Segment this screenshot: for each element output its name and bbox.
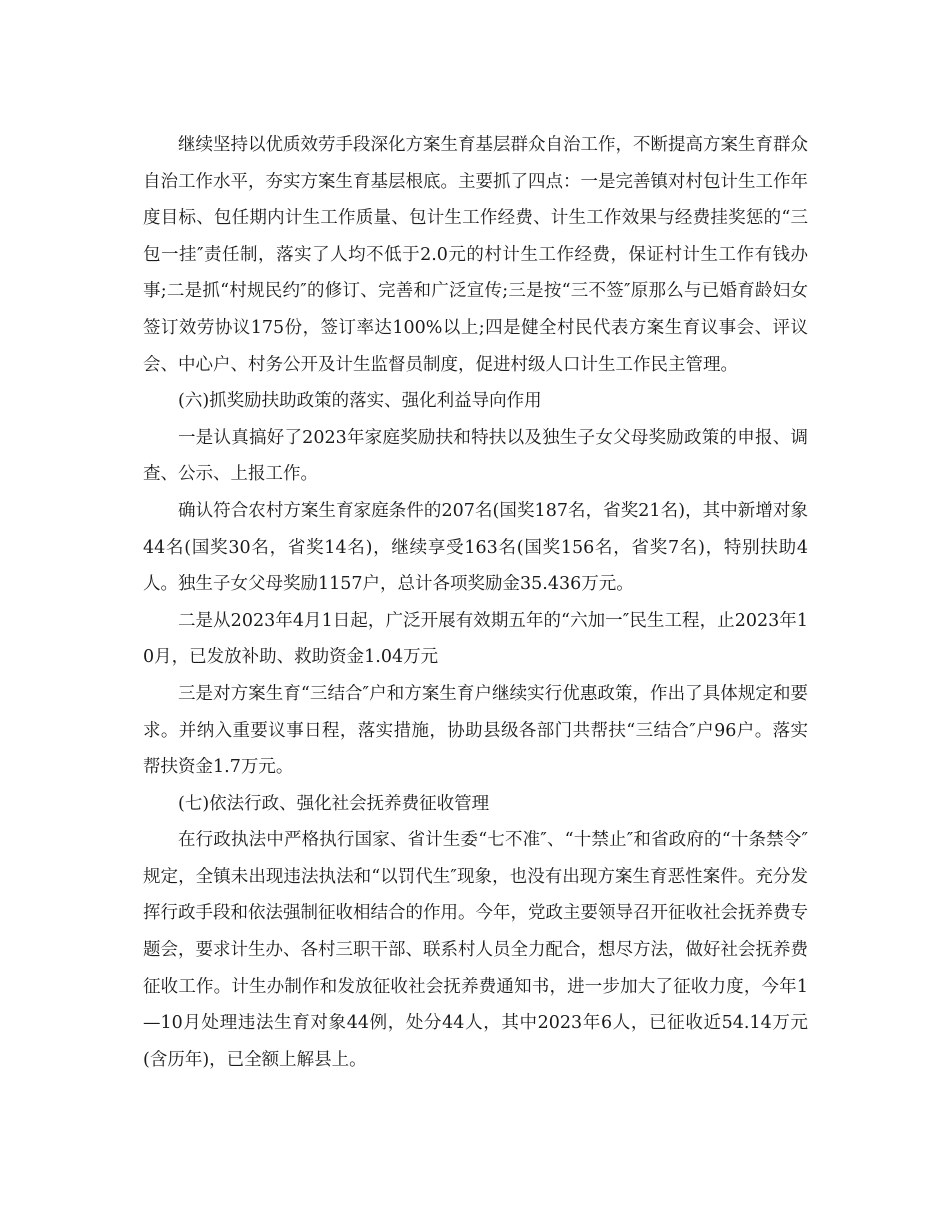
paragraph-reward-policy: 一是认真搞好了2023年家庭奖励扶和特扶以及独生子女父母奖励政策的申报、调查、公示、上报工作。 <box>143 427 808 485</box>
paragraph-grassroots-autonomy: 继续坚持以优质效劳手段深化方案生育基层群众自治工作，不断提高方案生育群众自治工作水平，夯实方案生育基层根底。主要抓了四点：一是完善镇对村包计生工作年度目标、包任期内计生工作质量、包计生工作经费、计生工作效果与经费挂奖惩的“三包一挂″责任制，落实了人均不低于2.0元的村计生工作经费，保证村计生工作有钱办事;二是抓“村规民约″的修订、完善和广泛宣传;三是按“三不签″原那么与已婚育龄妇女签订效劳协议175份，签订率达100%以上;四是健全村民代表方案生育议事会、评议会、中心户、村务公开及计生监督员制度，促进村级人口计生工作民主管理。 <box>143 135 808 375</box>
paragraph-administrative-enforcement: 在行政执法中严格执行国家、省计生委“七不准″、“十禁止″和省政府的“十条禁令″规定，全镇未出现违法执法和“以罚代生″现象，也没有出现方案生育恶性案件。充分发挥行政手段和依法强制征收相结合的作用。今年，党政主要领导召开征收社会抚养费专题会，要求计生办、各村三职干部、联系村人员全力配合，想尽方法，做好社会抚养费征收工作。计生办制作和发放征收社会抚养费通知书，进一步加大了征收力度，今年1—10月处理违法生育对象44例，处分44人，其中2023年6人，已征收近54.14万元(含历年)，已全额上解县上。 <box>143 830 808 1070</box>
section-heading-7: (七)依法行政、强化社会抚养费征收管理 <box>178 793 490 814</box>
paragraph-reward-statistics: 确认符合农村方案生育家庭条件的207名(国奖187名，省奖21名)，其中新增对象44名(国奖30名，省奖14名)，继续享受163名(国奖156名，省奖7名)，特别扶助4人。独生子女父母奖励1157户，总计各项奖励金35.436万元。 <box>143 500 808 595</box>
paragraph-preferential-policy: 三是对方案生育“三结合″户和方案生育户继续实行优惠政策，作出了具体规定和要求。并纳入重要议事日程，落实措施，协助县级各部门共帮扶“三结合″户96户。落实帮扶资金1.7万元。 <box>143 683 808 778</box>
document-body <box>143 127 808 1078</box>
paragraph-livelihood-project: 二是从2023年4月1日起，广泛开展有效期五年的“六加一″民生工程，止2023年10月，已发放补助、救助资金1.04万元 <box>143 610 808 668</box>
section-heading-6: (六)抓奖励扶助政策的落实、强化利益导向作用 <box>178 391 542 412</box>
